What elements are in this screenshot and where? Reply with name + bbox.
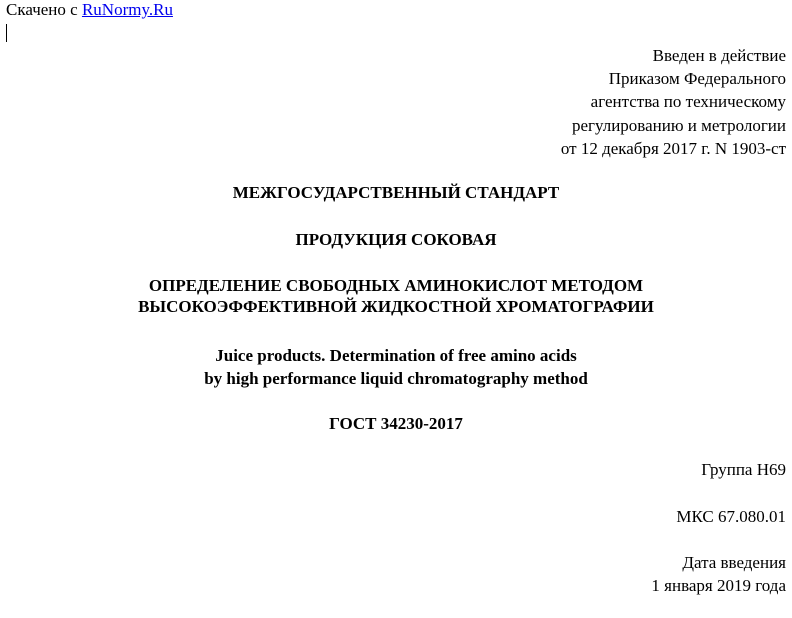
intro-date-value: 1 января 2019 года	[651, 576, 786, 596]
source-line	[6, 0, 173, 20]
product-title: ПРОДУКЦИЯ СОКОВАЯ	[295, 230, 497, 249]
title-en	[0, 344, 792, 390]
runormy-link[interactable]: RuNormy.Ru	[81, 0, 173, 19]
source-prefix: Скачено с	[6, 0, 82, 19]
adoption-line: Введен в действие	[652, 46, 786, 65]
title-ru-line: ВЫСОКОЭФФЕКТИВНОЙ ЖИДКОСТНОЙ ХРОМАТОГРАФИИ	[138, 297, 654, 316]
adoption-block	[561, 44, 786, 160]
adoption-line: регулированию и метрологии	[571, 115, 786, 135]
title-en-line: Juice products. Determination of free amino acids	[215, 346, 577, 365]
mks-code: МКС 67.080.01	[676, 507, 786, 526]
intro-date-block	[651, 551, 786, 597]
adoption-line: от 12 декабря 2017 г. N 1903-ст	[560, 138, 786, 158]
title-en-line: by high performance liquid chromatography method	[204, 369, 588, 388]
title-ru	[0, 275, 792, 317]
group-code: Группа Н69	[701, 460, 786, 479]
adoption-line: Приказом Федерального	[608, 69, 786, 89]
title-ru-line: ОПРЕДЕЛЕНИЕ СВОБОДНЫХ АМИНОКИСЛОТ МЕТОДОМ	[148, 276, 644, 295]
gost-number: ГОСТ 34230-2017	[329, 414, 463, 433]
text-cursor	[6, 24, 7, 42]
adoption-line: агентства по техническому	[590, 92, 786, 112]
intro-date-label: Дата введения	[682, 553, 786, 572]
standard-type: МЕЖГОСУДАРСТВЕННЫЙ СТАНДАРТ	[232, 183, 560, 202]
